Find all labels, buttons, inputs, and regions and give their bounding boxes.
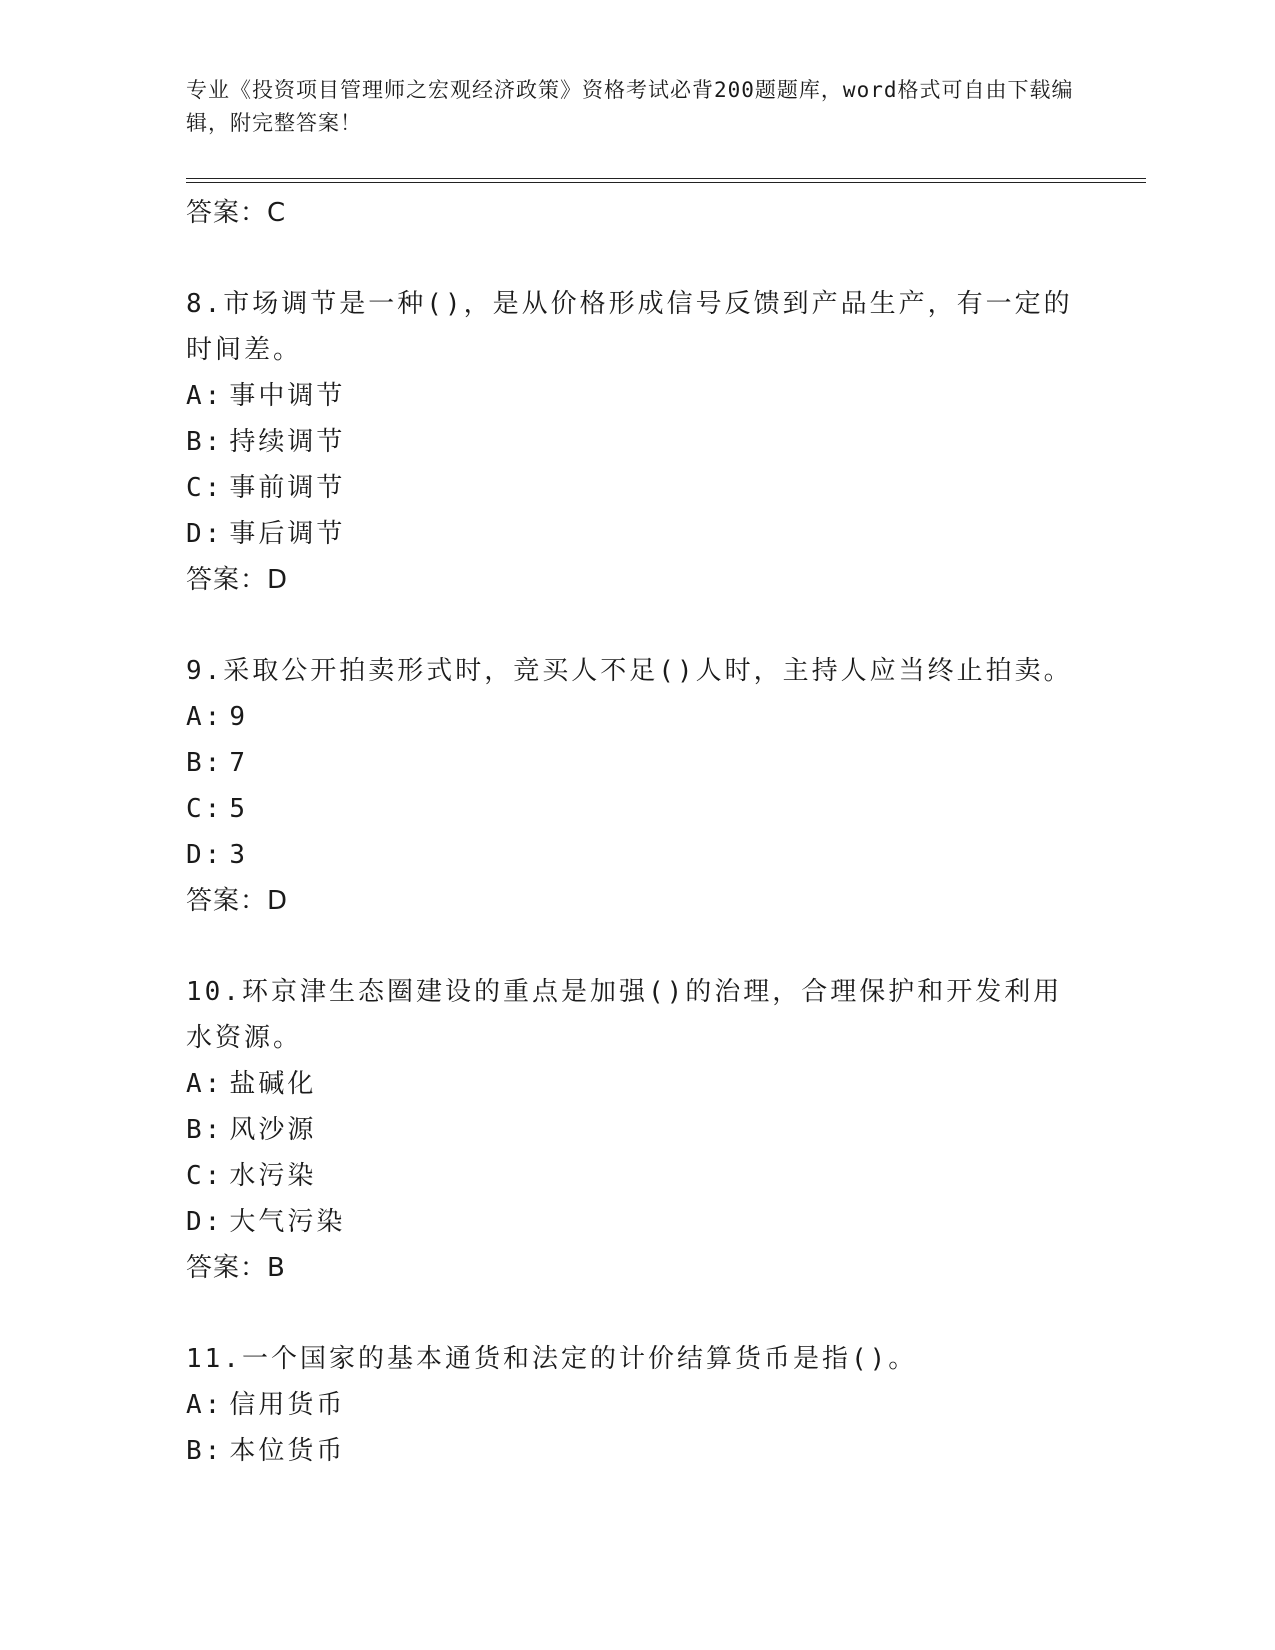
option-key: B: bbox=[186, 427, 224, 457]
option-key: A: bbox=[186, 1069, 224, 1099]
question-text: 8.市场调节是一种()，是从价格形成信号反馈到产品生产，有一定的时间差。 bbox=[186, 289, 1073, 365]
answer-line: 答案：D bbox=[186, 565, 289, 595]
question-item bbox=[186, 648, 1086, 924]
answer-line: 答案：B bbox=[186, 1253, 286, 1283]
option-text: 7 bbox=[229, 748, 248, 778]
option-a bbox=[186, 373, 1086, 419]
option-b bbox=[186, 740, 1086, 786]
option-key: C: bbox=[186, 473, 224, 503]
option-b bbox=[186, 419, 1086, 465]
question-text: 10.环京津生态圈建设的重点是加强()的治理，合理保护和开发利用水资源。 bbox=[186, 977, 1063, 1053]
option-text: 大气污染 bbox=[229, 1207, 346, 1237]
option-key: D: bbox=[186, 1207, 224, 1237]
question-list bbox=[186, 190, 1086, 1474]
option-text: 信用货币 bbox=[229, 1390, 346, 1420]
option-text: 风沙源 bbox=[229, 1115, 317, 1145]
option-key: A: bbox=[186, 381, 224, 411]
option-text: 3 bbox=[229, 840, 248, 870]
document-header: 专业《投资项目管理师之宏观经济政策》资格考试必背200题题库，word格式可自由下载编辑，附完整答案！ bbox=[186, 78, 1074, 135]
question-item bbox=[186, 969, 1086, 1291]
option-c bbox=[186, 465, 1086, 511]
option-d bbox=[186, 832, 1086, 878]
option-text: 9 bbox=[229, 702, 248, 732]
answer-line: 答案：C bbox=[186, 198, 287, 228]
option-text: 水污染 bbox=[229, 1161, 317, 1191]
option-key: D: bbox=[186, 840, 224, 870]
option-key: C: bbox=[186, 794, 224, 824]
option-c bbox=[186, 786, 1086, 832]
option-d bbox=[186, 511, 1086, 557]
option-c bbox=[186, 1153, 1086, 1199]
option-a bbox=[186, 1382, 1086, 1428]
option-text: 本位货币 bbox=[229, 1436, 346, 1466]
option-key: A: bbox=[186, 702, 224, 732]
option-text: 事中调节 bbox=[229, 381, 346, 411]
option-d bbox=[186, 1199, 1086, 1245]
option-text: 持续调节 bbox=[229, 427, 346, 457]
option-text: 盐碱化 bbox=[229, 1069, 317, 1099]
option-text: 事后调节 bbox=[229, 519, 346, 549]
question-text: 9.采取公开拍卖形式时，竞买人不足()人时，主持人应当终止拍卖。 bbox=[186, 656, 1073, 686]
option-a bbox=[186, 1061, 1086, 1107]
header-rule-bottom bbox=[186, 182, 1146, 183]
option-b bbox=[186, 1107, 1086, 1153]
option-text: 事前调节 bbox=[229, 473, 346, 503]
question-text: 11.一个国家的基本通货和法定的计价结算货币是指()。 bbox=[186, 1344, 918, 1374]
option-key: B: bbox=[186, 1436, 224, 1466]
option-key: B: bbox=[186, 748, 224, 778]
question-item bbox=[186, 1336, 1086, 1474]
option-text: 5 bbox=[229, 794, 248, 824]
question-item bbox=[186, 281, 1086, 603]
option-key: A: bbox=[186, 1390, 224, 1420]
option-key: B: bbox=[186, 1115, 224, 1145]
option-a bbox=[186, 694, 1086, 740]
option-key: D: bbox=[186, 519, 224, 549]
option-b bbox=[186, 1428, 1086, 1474]
option-key: C: bbox=[186, 1161, 224, 1191]
answer-line: 答案：D bbox=[186, 886, 289, 916]
header-rule-top bbox=[186, 178, 1146, 179]
